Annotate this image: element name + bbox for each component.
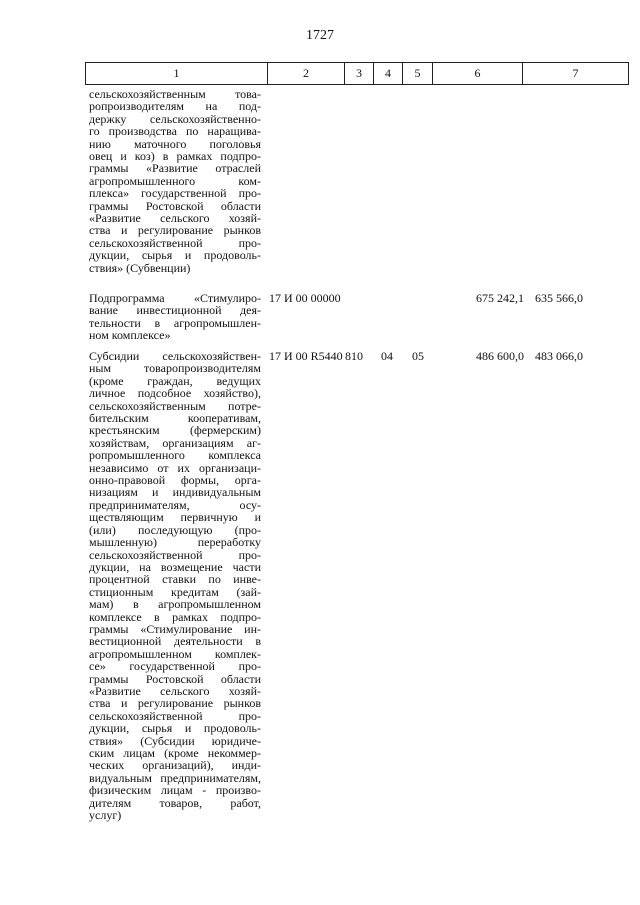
description-line: предпринимателям, осу- <box>89 497 261 512</box>
description-line: мышленную) переработку <box>89 535 261 550</box>
description-line: личное подсобное хозяйство), <box>89 386 261 401</box>
description-line: крестьянским (фермерским) <box>89 423 261 438</box>
row-code: 17 И 00 R5440 <box>269 349 343 363</box>
description-line: плекса» государственной про- <box>89 186 261 201</box>
description-line: сельскохозяйственным това- <box>89 87 261 101</box>
description-line: ропроизводителям на под- <box>89 99 261 114</box>
description-line: «Развитие сельского хозяй- <box>89 211 261 226</box>
description-line: сельскохозяйственной про- <box>89 708 261 723</box>
description-line: дукции, сырья и продоволь- <box>89 721 261 736</box>
description-line: комплексе в рамках подпро- <box>89 609 261 624</box>
description-line: услуг) <box>89 808 122 823</box>
description-line: нию маточного поголовья <box>89 136 261 151</box>
row-sum-1: 675 242,1 <box>476 291 524 305</box>
header-col-3: 3 <box>344 63 373 84</box>
description-line: держку сельскохозяйственно- <box>89 111 261 126</box>
page-number: 1727 <box>306 28 334 43</box>
row-razdel: 04 <box>381 349 393 363</box>
description-line: ствия» (Субсидии юридиче- <box>89 733 261 748</box>
description-line: агропромышленного ком- <box>89 173 261 188</box>
description-line: го производства по наращива- <box>89 124 261 139</box>
header-col-5: 5 <box>402 63 432 84</box>
description-line: вестиционной деятельности в <box>89 634 261 649</box>
row-code: 17 И 00 00000 <box>269 291 341 305</box>
description-line: тельности в агропромышлен- <box>89 315 261 330</box>
header-col-2: 2 <box>267 63 344 84</box>
description-line: ческих организаций), инди- <box>89 758 261 773</box>
description-line: Субсидии сельскохозяйствен- <box>89 349 261 363</box>
description-line: сельскохозяйственным потре- <box>89 398 261 413</box>
description-line: дукции, на возмещение части <box>89 559 261 574</box>
description-line: ным товаропроизводителям <box>89 361 261 376</box>
description-line: дителям товаров, работ, <box>89 795 261 810</box>
description-line: вание инвестиционной дея- <box>89 303 261 318</box>
description-line: (кроме граждан, ведущих <box>89 373 261 388</box>
description-line: агропромышленном комплек- <box>89 646 261 661</box>
description-line: сельскохозяйственной про- <box>89 547 261 562</box>
description-line: сельскохозяйственной про- <box>89 235 261 250</box>
header-col-7: 7 <box>522 63 629 84</box>
description-line: «Развитие сельского хозяй- <box>89 683 261 698</box>
row-sum-2: 483 066,0 <box>535 349 583 363</box>
header-col-4: 4 <box>373 63 402 84</box>
row-description <box>89 292 261 342</box>
description-line: видуальным предпринимателям, <box>89 770 261 785</box>
description-line: стиционным кредитам (зай- <box>89 584 261 599</box>
row-podrazdel: 05 <box>412 349 424 363</box>
description-line: низациям и индивидуальным <box>89 485 261 500</box>
table-header <box>85 62 629 85</box>
description-line: ским лицам (кроме некоммер- <box>89 746 261 760</box>
row-description <box>89 350 261 821</box>
description-line: ществляющим первичную и <box>89 510 261 525</box>
description-line: ствия» (Субвенции) <box>89 260 191 275</box>
description-line: се» государственной про- <box>89 659 261 674</box>
description-line: дукции, сырья и продоволь- <box>89 248 261 263</box>
description-line: Подпрограмма «Стимулиро- <box>89 291 261 305</box>
row-sum-1: 486 600,0 <box>476 349 524 363</box>
header-col-1: 1 <box>85 63 267 84</box>
description-line: граммы «Стимулирование ин- <box>89 621 261 636</box>
description-line: хозяйствам, организациям аг- <box>89 435 261 450</box>
description-line: бительским кооперативам, <box>89 411 261 426</box>
description-line: ства и регулирование рынков <box>89 696 261 711</box>
description-line: граммы «Развитие отраслей <box>89 161 261 176</box>
description-line: граммы Ростовской области <box>89 671 261 686</box>
description-line: процентной ставки по инве- <box>89 572 261 587</box>
description-line: мам) в агропромышленном <box>89 597 261 612</box>
row-vr: 810 <box>345 349 363 363</box>
description-line: граммы Ростовской области <box>89 198 261 213</box>
description-line: ства и регулирование рынков <box>89 223 261 238</box>
description-line: (или) последующую (про- <box>89 522 261 537</box>
header-col-6: 6 <box>432 63 522 84</box>
description-line: независимо от их организаци- <box>89 460 261 475</box>
description-line: ропромышленного комплекса <box>89 448 261 463</box>
description-line: онно-правовой формы, орга- <box>89 473 261 488</box>
description-line: овец и коз) в рамках подпро- <box>89 149 261 164</box>
row-sum-2: 635 566,0 <box>535 291 583 305</box>
description-line: ном комплексе» <box>89 328 171 343</box>
description-line: физическим лицам - произво- <box>89 783 261 798</box>
row-description <box>89 88 261 274</box>
